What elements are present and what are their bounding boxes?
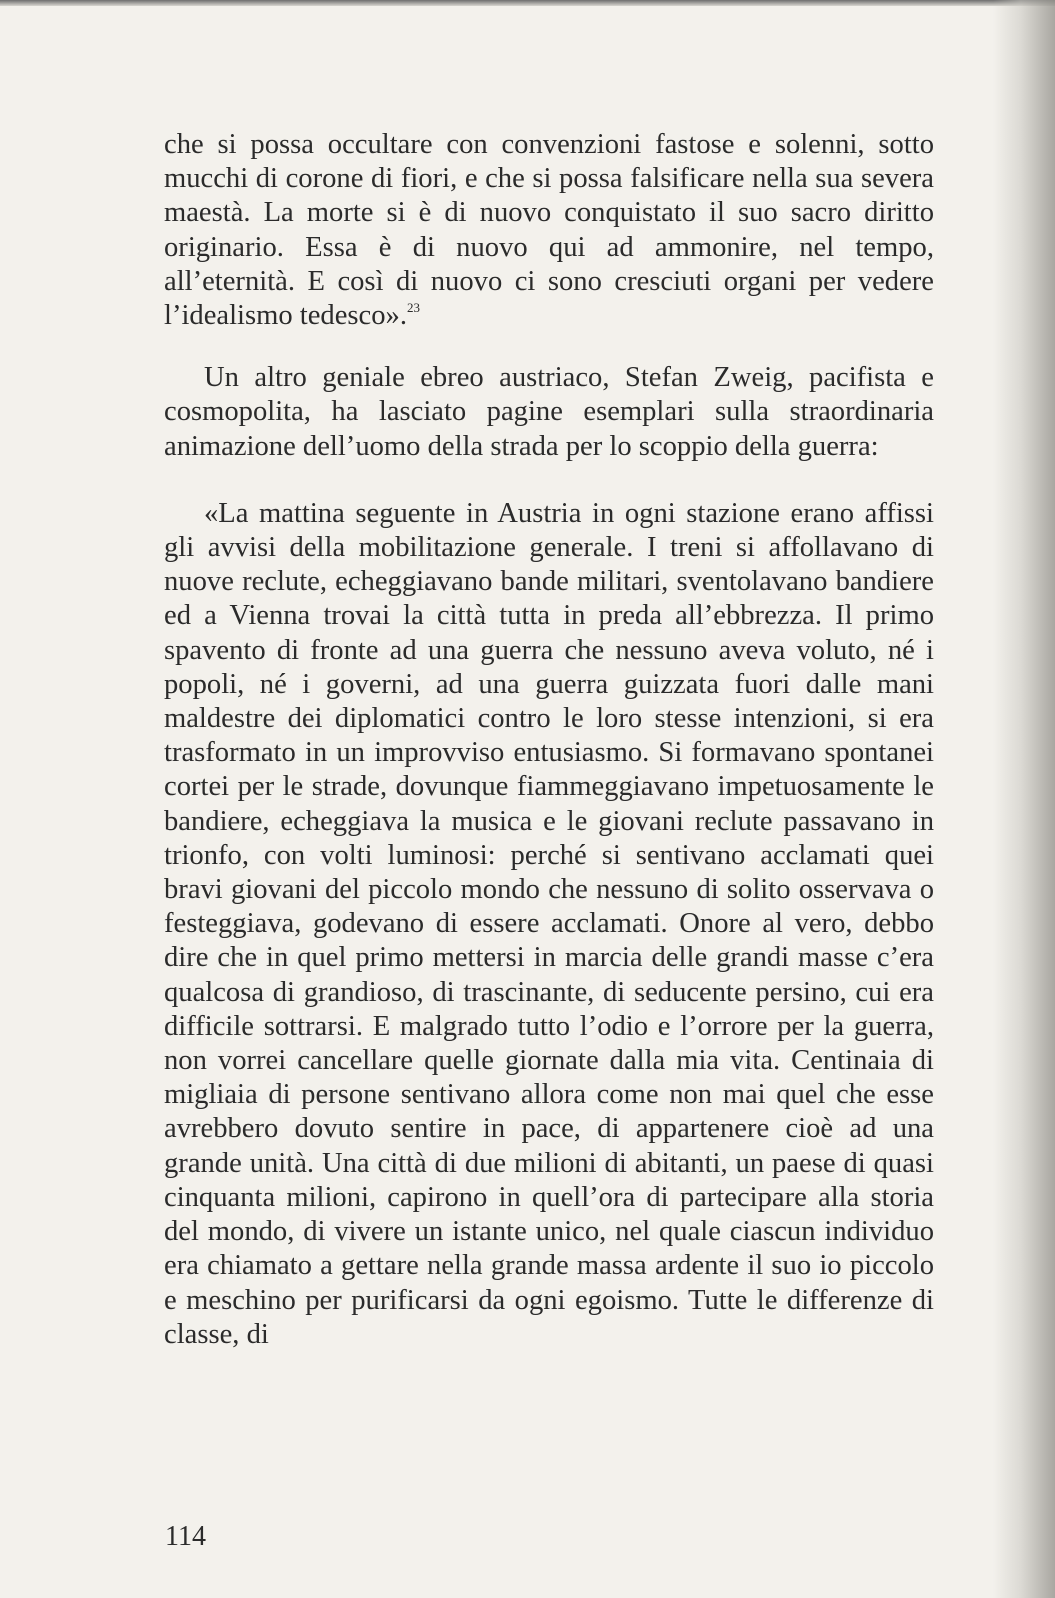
page-top-edge <box>0 0 1055 6</box>
binding-shadow <box>993 0 1055 1598</box>
paragraph-continuation <box>164 128 934 333</box>
page-number: 114 <box>165 1521 206 1552</box>
paragraph-zweig-intro: Un altro geniale ebreo austriaco, Stefan Zweig, pacifista e cosmopolita, ha lasciato pagine esemplari sulla straordinaria animazione dell’uomo della strada per lo scoppio della guerra: <box>164 362 934 462</box>
paragraph-text: che si possa occultare con convenzioni fastose e solenni, sotto mucchi di corone di fiori, e che si possa falsificare nella sua severa maestà. La morte si è di nuovo conquistato il suo sacro diritto originario. Essa è di nuovo qui ad ammonire, nel tempo, all’eternità. E così di nuovo ci sono cresciuti organi per vedere l’idealismo tedesco». <box>164 129 934 332</box>
page-body <box>164 128 934 1352</box>
quotation-paragraph: «La mattina seguente in Austria in ogni stazione erano affissi gli avvisi della mobilitazione generale. I treni si affollavano di nuove reclute, echeggiavano bande militari, sventolavano bandiere ed a Vienna trovai la città tutta in preda all’ebbrezza. Il primo spavento di fronte ad una guerra che nessuno aveva voluto, né i popoli, né i governi, ad una guerra guizzata fuori dalle mani maldestre dei diplomatici contro le loro stesse intenzioni, si era trasformato in un improvviso entusiasmo. Si formavano spontanei cortei per le strade, dovunque fiammeggiavano impetuosamente le bandiere, echeggiava la musica e le giovani reclute passavano in trionfo, con volti luminosi: perché si sentivano acclamati quei bravi giovani del piccolo mondo che nessuno di solito osservava o festeggiava, godevano di essere acclamati. Onore al vero, debbo dire che in quel primo mettersi in marcia delle grandi masse c’era qualcosa di grandioso, di trascinante, di seducente persino, cui era difficile sottrarsi. E malgrado tutto l’odio e l’orrore per la guerra, non vorrei cancellare quelle giornate dalla mia vita. Centinaia di migliaia di persone sentivano allora come non mai quel che esse avrebbero dovuto sentire in pace, di appartenere cioè ad una grande unità. Una città di due milioni di abitanti, un paese di quasi cinquanta milioni, capirono in quell’ora di partecipare alla storia del mondo, di vivere un istante unico, nel quale ciascun individuo era chiamato a gettare nella grande massa ardente il suo io piccolo e meschino per purificarsi da ogni egoismo. Tutte le differenze di classe, di <box>164 497 934 1350</box>
footnote-marker: 23 <box>406 300 420 316</box>
